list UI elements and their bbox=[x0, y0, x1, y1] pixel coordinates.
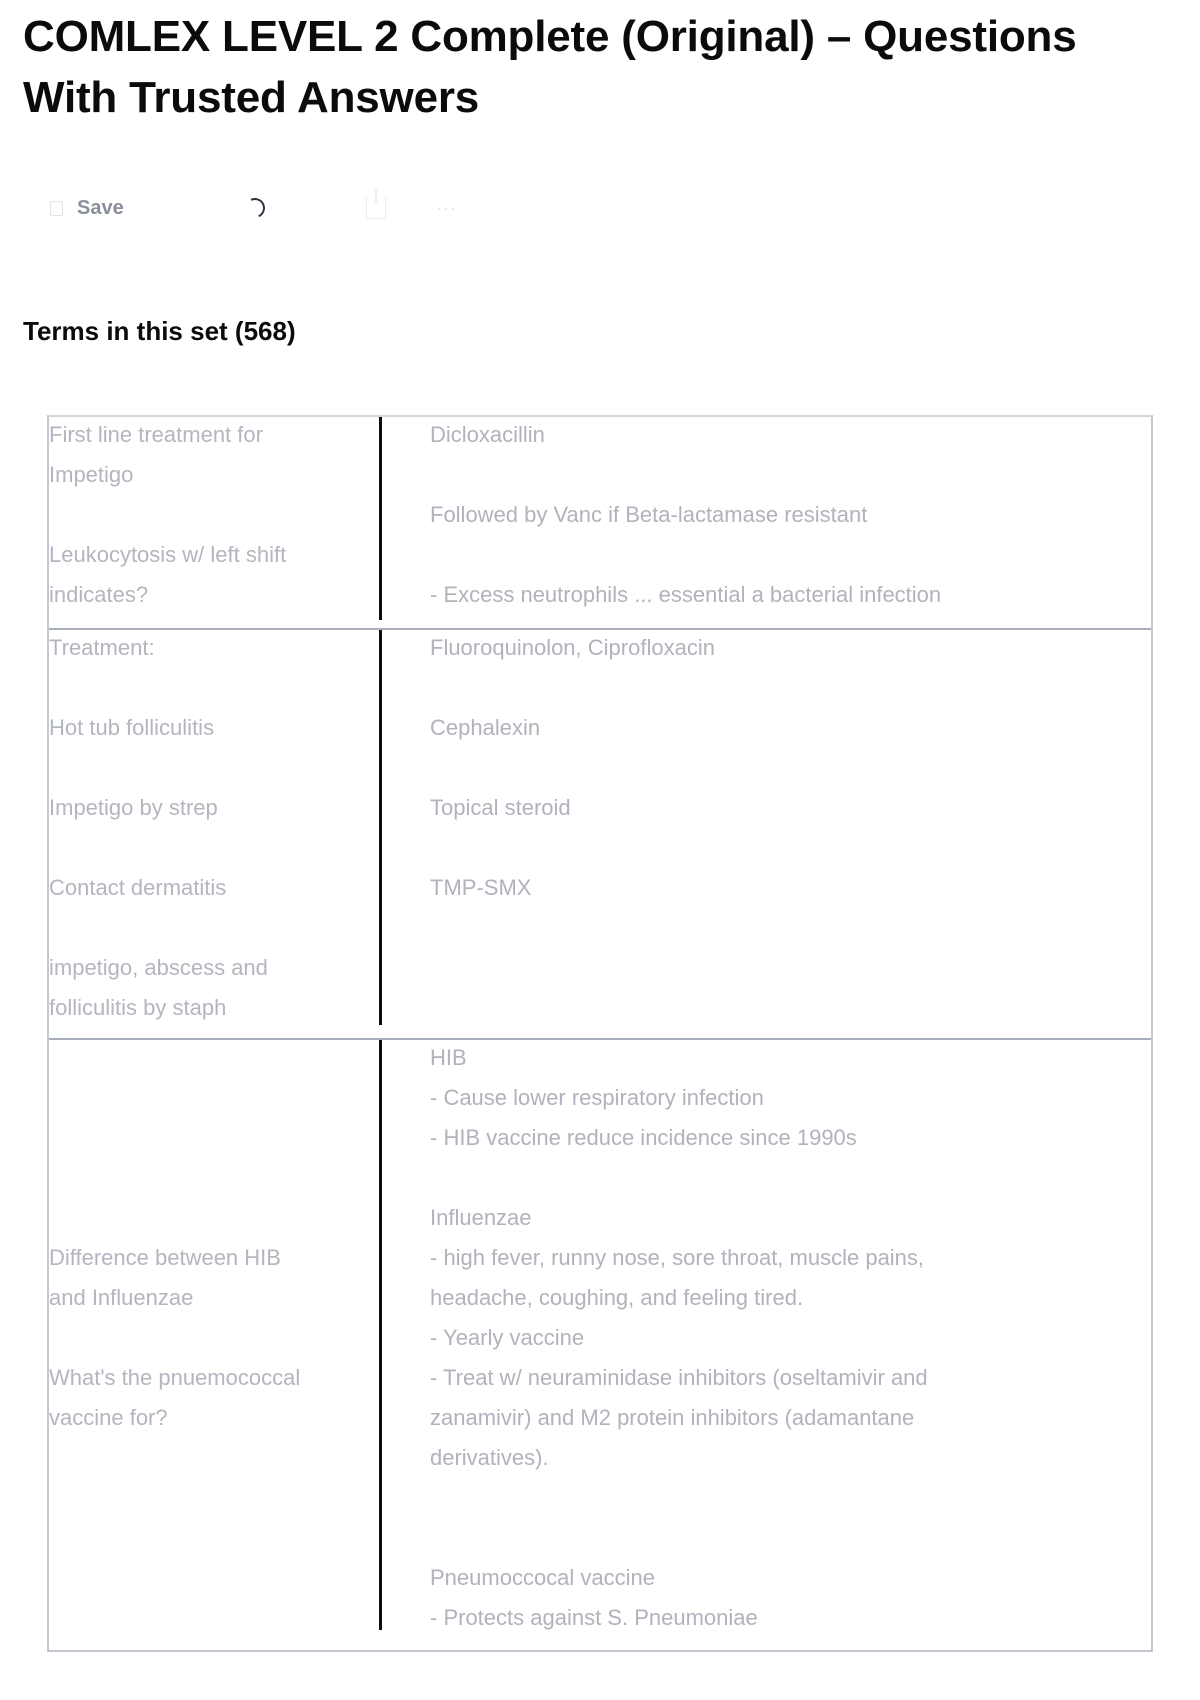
term-text-line: First line treatment for bbox=[49, 422, 263, 447]
term-row bbox=[49, 1040, 1151, 1650]
column-divider bbox=[379, 630, 382, 1025]
definition-text-line: - Yearly vaccine bbox=[430, 1325, 585, 1350]
definition-text-line: - Cause lower respiratory infection bbox=[430, 1085, 764, 1110]
definition-text-line: - high fever, runny nose, sore throat, muscle pains, bbox=[430, 1245, 925, 1270]
definition-text-line: - Excess neutrophils ... essential a bacterial infection bbox=[430, 582, 942, 607]
definition-text-line: Fluoroquinolon, Ciprofloxacin bbox=[430, 635, 715, 660]
terms-count-heading: Terms in this set (568) bbox=[23, 316, 296, 346]
loading-spinner bbox=[245, 190, 265, 226]
definition-text-line: Cephalexin bbox=[430, 715, 541, 740]
definition-text-line: TMP-SMX bbox=[430, 875, 532, 900]
share-icon bbox=[366, 197, 386, 219]
term-text-line: indicates? bbox=[49, 582, 149, 607]
column-divider bbox=[379, 417, 382, 620]
term-row bbox=[49, 417, 1151, 630]
term-row bbox=[49, 630, 1151, 1040]
term-text-line: and Influenzae bbox=[49, 1285, 194, 1310]
page-title-line-1: COMLEX LEVEL 2 Complete (Original) – Questions bbox=[23, 12, 1077, 61]
term-text-line: Contact dermatitis bbox=[49, 875, 227, 900]
more-icon: ··· bbox=[436, 197, 457, 218]
column-divider bbox=[379, 1040, 382, 1630]
definition-text-line: HIB bbox=[430, 1045, 467, 1070]
term-text-line: folliculitis by staph bbox=[49, 995, 227, 1020]
term-text-line: Impetigo by strep bbox=[49, 795, 218, 820]
term-text-line: vaccine for? bbox=[49, 1405, 168, 1430]
definition-text-line: derivatives). bbox=[430, 1445, 549, 1470]
definition-text-line: - HIB vaccine reduce incidence since 1990s bbox=[430, 1125, 857, 1150]
page-title-line-2: With Trusted Answers bbox=[23, 73, 480, 122]
definition-text-line: headache, coughing, and feeling tired. bbox=[430, 1285, 804, 1310]
terms-table bbox=[47, 415, 1153, 1652]
definition-text-line: Dicloxacillin bbox=[430, 422, 545, 447]
page-title bbox=[23, 6, 1183, 128]
definition-text-line: zanamivir) and M2 protein inhibitors (adamantane bbox=[430, 1405, 915, 1430]
set-toolbar bbox=[50, 190, 510, 226]
term-text-line: What's the pnuemococcal bbox=[49, 1365, 301, 1390]
bookmark-icon bbox=[50, 201, 63, 216]
definition-text-line: Followed by Vanc if Beta-lactamase resistant bbox=[430, 502, 868, 527]
save-button-label: Save bbox=[77, 196, 124, 219]
share-button[interactable] bbox=[366, 190, 386, 226]
definition-text-line: Pneumoccocal vaccine bbox=[430, 1565, 656, 1590]
term-text-line: Difference between HIB bbox=[49, 1245, 281, 1270]
definition-text-line: - Treat w/ neuraminidase inhibitors (oseltamivir and bbox=[430, 1365, 928, 1390]
term-text-line: impetigo, abscess and bbox=[49, 955, 268, 980]
definition-text-line: - Protects against S. Pneumoniae bbox=[430, 1605, 758, 1630]
term-text-line: Treatment: bbox=[49, 635, 155, 660]
term-text-line: Hot tub folliculitis bbox=[49, 715, 215, 740]
definition-text-line: Influenzae bbox=[430, 1205, 532, 1230]
more-options-button[interactable] bbox=[436, 190, 457, 226]
spinner-icon bbox=[242, 195, 268, 221]
definition-text-line: Topical steroid bbox=[430, 795, 571, 820]
term-text-line: Leukocytosis w/ left shift bbox=[49, 542, 287, 567]
save-button[interactable] bbox=[50, 190, 124, 226]
term-text-line: Impetigo bbox=[49, 462, 134, 487]
